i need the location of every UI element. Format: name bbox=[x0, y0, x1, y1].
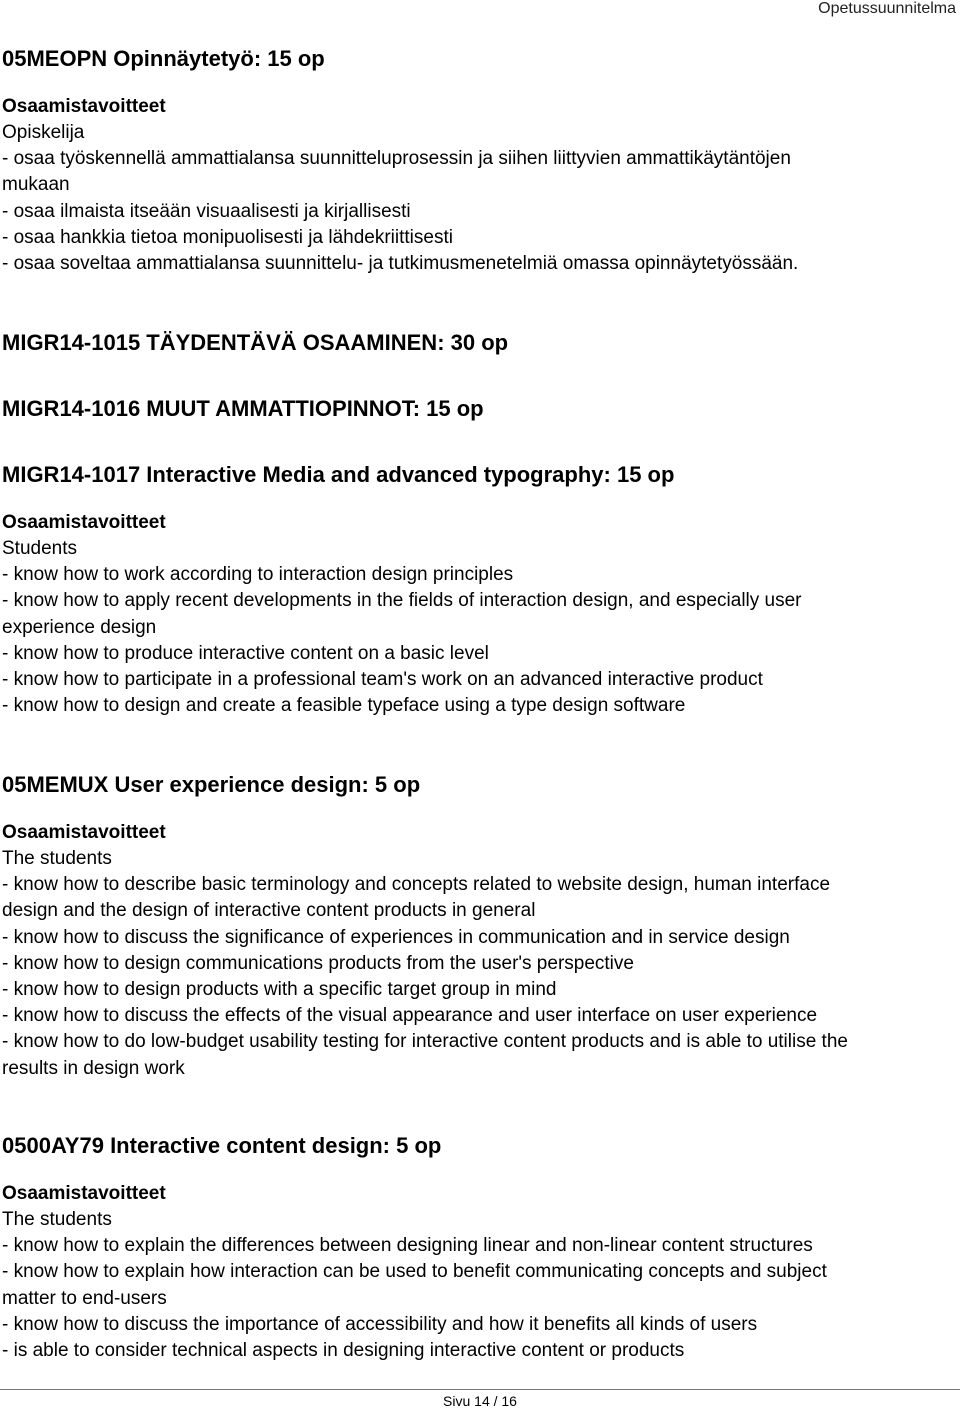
outcome-line: - know how to design and create a feasible typeface using a type design software bbox=[2, 695, 686, 717]
course-title: 05MEMUX User experience design: 5 op bbox=[2, 772, 421, 797]
outcome-line: - osaa työskennellä ammattialansa suunnitteluprosessin ja siihen liittyvien ammattikäytäntöjen bbox=[2, 148, 791, 170]
outcome-line: - know how to discuss the effects of the visual appearance and user interface on user experience bbox=[2, 1005, 818, 1027]
outcome-line: - know how to design communications products from the user's perspective bbox=[2, 952, 634, 974]
outcome-line: - know how to produce interactive content on a basic level bbox=[2, 642, 489, 664]
course-section bbox=[2, 44, 798, 277]
course-title: 0500AY79 Interactive content design: 5 op bbox=[2, 1133, 442, 1158]
outcome-line: mukaan bbox=[2, 174, 70, 196]
course-section bbox=[2, 460, 802, 719]
outcome-line: - know how to participate in a professional team's work on an advanced interactive product bbox=[2, 669, 763, 691]
page-number: Sivu 14 / 16 bbox=[443, 1393, 517, 1409]
outcome-line: matter to end-users bbox=[2, 1287, 167, 1309]
outcome-line: results in design work bbox=[2, 1057, 185, 1079]
course-title: 05MEOPN Opinnäytetyö: 15 op bbox=[2, 46, 325, 71]
outcome-line: - know how to work according to interaction design principles bbox=[2, 564, 514, 586]
outcome-line: - know how to design products with a specific target group in mind bbox=[2, 979, 557, 1001]
outcome-line: design and the design of interactive content products in general bbox=[2, 900, 536, 922]
outcome-line: - know how to explain the differences between designing linear and non-linear content structures bbox=[2, 1235, 813, 1257]
outcome-line: - know how to apply recent developments in the fields of interaction design, and especially user bbox=[2, 590, 802, 612]
section-label: Osaamistavoitteet bbox=[2, 1183, 166, 1204]
outcomes-intro: The students bbox=[2, 1209, 112, 1230]
outcome-line: - know how to describe basic terminology and concepts related to website design, human interface bbox=[2, 874, 831, 896]
outcome-line: experience design bbox=[2, 616, 157, 638]
section-label: Osaamistavoitteet bbox=[2, 96, 166, 117]
section-label: Osaamistavoitteet bbox=[2, 512, 166, 533]
outcome-line: - know how to do low-budget usability testing for interactive content products and is able to utilise the bbox=[2, 1031, 848, 1053]
section-label: Osaamistavoitteet bbox=[2, 822, 166, 843]
course-title: MIGR14-1015 TÄYDENTÄVÄ OSAAMINEN: 30 op bbox=[2, 330, 509, 355]
outcome-line: - know how to discuss the significance of experiences in communication and in service design bbox=[2, 926, 790, 948]
outcomes-intro: The students bbox=[2, 848, 112, 869]
course-section bbox=[2, 770, 848, 1082]
document-type-header: Opetussuunnitelma bbox=[818, 0, 956, 17]
course-title: MIGR14-1016 MUUT AMMATTIOPINNOT: 15 op bbox=[2, 396, 484, 421]
course-section bbox=[2, 1131, 827, 1364]
outcome-line: - know how to discuss the importance of accessibility and how it benefits all kinds of users bbox=[2, 1313, 758, 1335]
outcome-line: - is able to consider technical aspects in designing interactive content or products bbox=[2, 1340, 685, 1362]
outcomes-intro: Opiskelija bbox=[2, 122, 85, 143]
outcome-line: - osaa soveltaa ammattialansa suunnittelu- ja tutkimusmenetelmiä omassa opinnäytetyössään. bbox=[2, 253, 799, 275]
outcome-line: - know how to explain how interaction can be used to benefit communicating concepts and subject bbox=[2, 1261, 827, 1283]
outcome-line: - osaa hankkia tietoa monipuolisesti ja lähdekriittisesti bbox=[2, 226, 453, 248]
outcome-line: - osaa ilmaista itseään visuaalisesti ja kirjallisesti bbox=[2, 200, 411, 222]
course-section bbox=[2, 394, 484, 424]
outcomes-intro: Students bbox=[2, 538, 77, 559]
course-title: MIGR14-1017 Interactive Media and advanced typography: 15 op bbox=[2, 462, 675, 487]
course-section bbox=[2, 328, 508, 358]
